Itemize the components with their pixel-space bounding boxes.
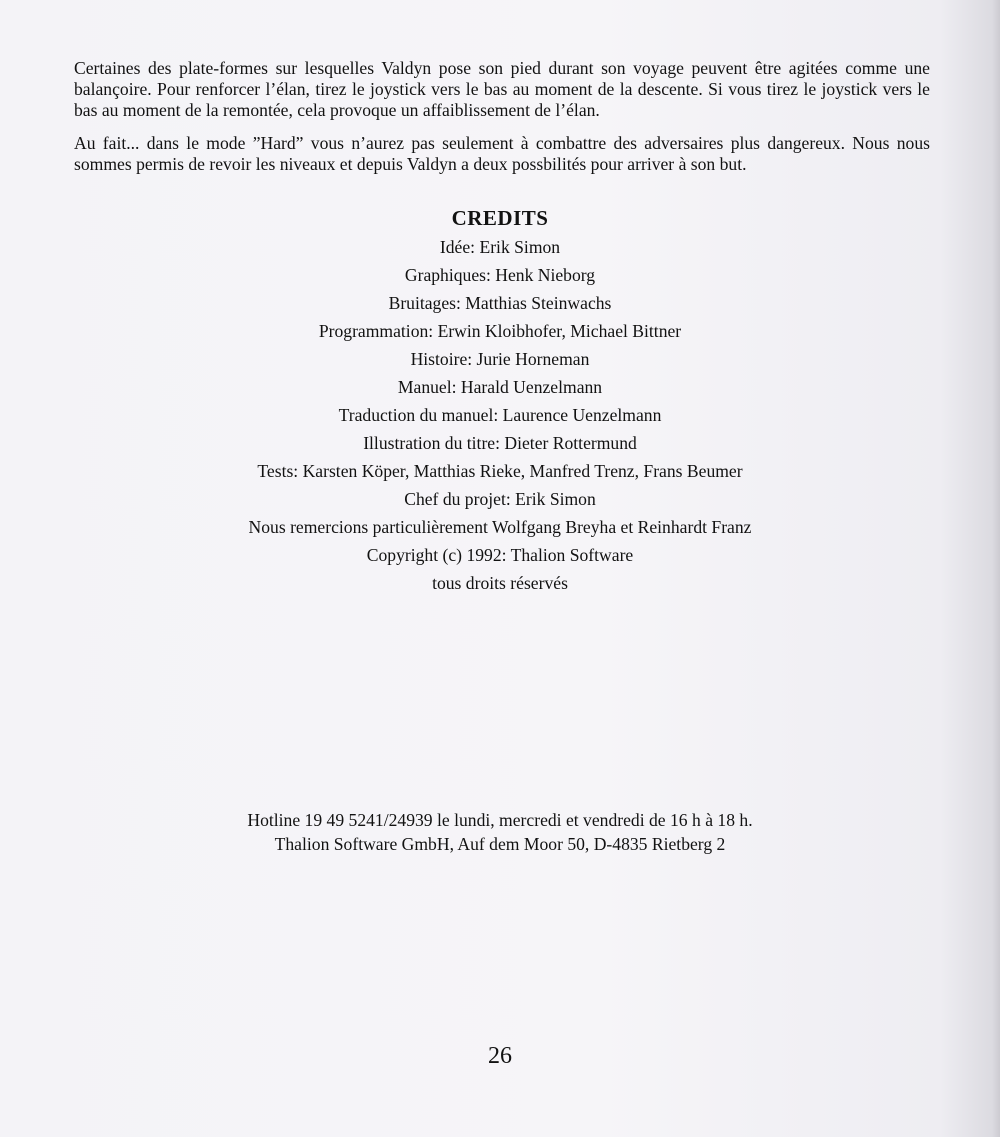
credit-line-idea: Idée: Erik Simon (439, 237, 561, 257)
credit-line-tests: Tests: Karsten Köper, Matthias Rieke, Manfred Trenz, Frans Beumer (257, 461, 743, 481)
credit-line-story: Histoire: Jurie Horneman (410, 349, 590, 369)
intro-paragraph: Au fait... dans le mode ”Hard” vous n’aurez pas seulement à combattre des adversaires plus dangereux. Nous nous sommes permis de revoir les niveaux et depuis Valdyn a deux possbilités pour arriver à son but. (74, 133, 930, 174)
intro-paragraph: Certaines des plate-formes sur lesquelles Valdyn pose son pied durant son voyage peuvent être agitées comme une balançoire. Pour renforcer l’élan, tirez le joystick vers le bas au moment de la descente. Si vous tirez le joystick vers le bas au moment de la remontée, cela provoque un affaiblissement de l’élan. (74, 58, 930, 120)
credit-line-translation: Traduction du manuel: Laurence Uenzelmann (338, 405, 662, 425)
credit-line-rights: tous droits réservés (432, 573, 568, 593)
credit-line-copyright: Copyright (c) 1992: Thalion Software (366, 545, 634, 565)
credit-line-programming: Programmation: Erwin Kloibhofer, Michael Bittner (318, 321, 682, 341)
credits-title: CREDITS (451, 206, 549, 230)
page-number: 26 (488, 1043, 512, 1069)
credit-line-thanks: Nous remercions particulièrement Wolfgang Breyha et Reinhardt Franz (248, 517, 752, 537)
credit-line-manual: Manuel: Harald Uenzelmann (397, 377, 603, 397)
hotline-text: Hotline 19 49 5241/24939 le lundi, mercredi et vendredi de 16 h à 18 h. (247, 810, 753, 830)
credit-line-project-lead: Chef du projet: Erik Simon (404, 489, 596, 509)
intro-section (74, 58, 930, 187)
credits-section (0, 205, 1000, 597)
contact-section (0, 808, 1000, 856)
company-address: Thalion Software GmbH, Auf dem Moor 50, D-4835 Rietberg 2 (274, 834, 726, 854)
credit-line-sound: Bruitages: Matthias Steinwachs (388, 293, 612, 313)
credit-line-title-illustration: Illustration du titre: Dieter Rottermund (363, 433, 637, 453)
credit-line-graphics: Graphiques: Henk Nieborg (404, 265, 596, 285)
